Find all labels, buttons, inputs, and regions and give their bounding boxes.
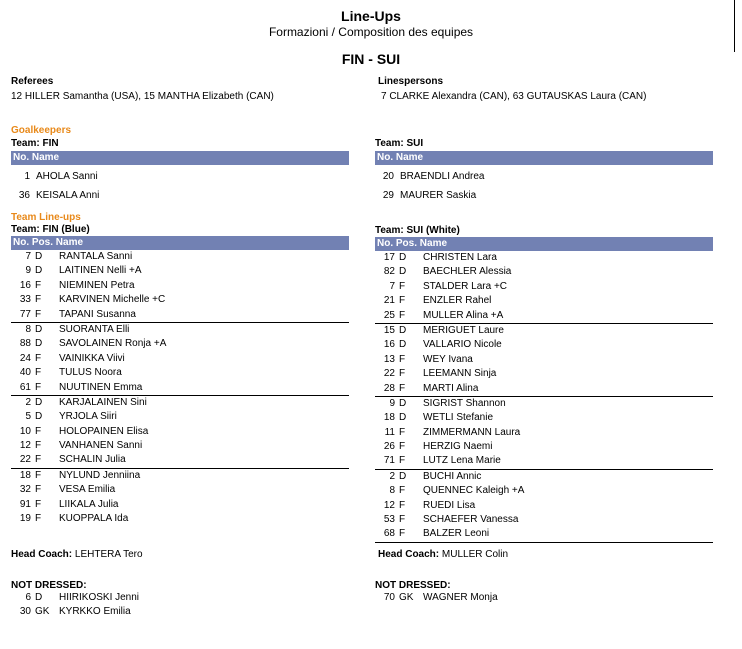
player-name: STALDER Lara +C — [423, 280, 508, 292]
player-row — [11, 425, 349, 439]
player-row — [11, 469, 349, 483]
player-position: F — [399, 528, 406, 540]
player-number: 12 — [383, 499, 395, 511]
head-coach-fin — [11, 549, 349, 560]
player-number: 61 — [19, 381, 31, 393]
player-name: SAVOLAINEN Ronja +A — [59, 338, 167, 350]
not-dressed-sui — [375, 580, 713, 605]
player-row — [375, 338, 713, 352]
player-position: F — [35, 469, 42, 481]
goalkeeper-row — [375, 186, 713, 205]
player-number: 19 — [19, 513, 31, 525]
gk-header-sui: No. Name — [375, 151, 713, 165]
player-row — [375, 265, 713, 279]
player-name: LUTZ Lena Marie — [423, 455, 501, 467]
player-row — [375, 470, 713, 484]
goalkeeper-row — [11, 186, 349, 205]
lineup-fin — [11, 212, 349, 526]
player-row — [11, 352, 349, 366]
player-row — [375, 251, 713, 265]
gk-list-sui — [375, 167, 713, 205]
player-name: KARJALAINEN Sini — [59, 396, 147, 408]
not-dressed-fin — [11, 580, 349, 620]
player-name: KEISALA Anni — [36, 190, 100, 201]
player-row — [375, 367, 713, 381]
not-dressed-row — [375, 591, 713, 605]
linespersons-list: 7 CLARKE Alexandra (CAN), 63 GUTAUSKAS Laura (CAN) — [381, 91, 647, 102]
player-row — [375, 499, 713, 513]
player-position: D — [399, 266, 407, 278]
player-name: WAGNER Monja — [423, 592, 498, 603]
not-dressed-label: NOT DRESSED: — [11, 580, 87, 591]
player-row — [11, 323, 349, 337]
player-number: 26 — [383, 441, 395, 453]
gk-header-fin: No. Name — [11, 151, 349, 165]
player-row — [11, 439, 349, 453]
player-position: D — [399, 252, 407, 263]
player-name: LIIKALA Julia — [59, 498, 119, 510]
head-coach-name: MULLER Colin — [441, 549, 509, 560]
player-name: MERIGUET Laure — [423, 324, 504, 336]
player-position: F — [399, 499, 406, 511]
lineup-header-fin: No. Pos. Name — [11, 236, 349, 250]
player-position: D — [399, 339, 407, 351]
player-row — [375, 397, 713, 411]
player-number: 12 — [19, 440, 31, 452]
player-row — [375, 513, 713, 527]
lineup-sui — [375, 225, 713, 543]
player-number: 21 — [383, 295, 395, 307]
player-number: 28 — [383, 382, 395, 394]
referees-block — [11, 76, 349, 102]
player-name: TULUS Noora — [59, 367, 122, 379]
player-number: 9 — [25, 265, 31, 277]
player-position: D — [35, 411, 43, 423]
player-position: F — [399, 426, 406, 438]
player-row — [11, 264, 349, 278]
player-number: 2 — [25, 396, 31, 408]
match-title: FIN - SUI — [341, 51, 401, 67]
player-number: 18 — [19, 469, 31, 481]
player-row — [375, 426, 713, 440]
player-name: SUORANTA Elli — [59, 323, 130, 335]
player-number: 15 — [383, 324, 395, 336]
player-position: F — [35, 484, 42, 496]
player-name: NUUTINEN Emma — [59, 381, 143, 393]
player-number: 9 — [389, 397, 395, 409]
player-number: 53 — [383, 514, 395, 526]
player-position: D — [399, 470, 407, 482]
player-name: WEY Ivana — [423, 353, 473, 365]
player-number: 7 — [389, 280, 395, 292]
player-number: 22 — [19, 454, 31, 466]
player-number: 16 — [383, 339, 395, 351]
player-position: F — [35, 381, 42, 393]
player-name: HOLOPAINEN Elisa — [59, 425, 149, 437]
player-position: D — [35, 338, 43, 350]
player-name: BUCHI Annic — [423, 470, 482, 482]
player-number: 71 — [383, 455, 395, 467]
player-position: F — [399, 382, 406, 394]
player-number: 70 — [383, 592, 395, 603]
player-number: 7 — [25, 251, 31, 262]
player-name: NYLUND Jenniina — [59, 469, 141, 481]
player-row — [11, 453, 349, 468]
player-number: 36 — [18, 190, 30, 201]
player-number: 88 — [19, 338, 31, 350]
lineup-list-sui — [375, 251, 713, 543]
player-position: F — [399, 280, 406, 292]
player-position: GK — [35, 606, 50, 618]
player-row — [11, 337, 349, 351]
player-number: 77 — [19, 308, 31, 320]
player-row — [375, 324, 713, 338]
player-name: WETLI Stefanie — [423, 412, 494, 424]
player-name: MULLER Alina +A — [423, 309, 504, 321]
head-coach-label: Head Coach: — [378, 549, 440, 560]
player-name: VESA Emilia — [59, 484, 116, 496]
page-title: Line-Ups — [341, 8, 401, 24]
player-row — [375, 440, 713, 454]
player-number: 8 — [389, 485, 395, 497]
player-number: 17 — [383, 252, 395, 263]
player-number: 29 — [382, 190, 394, 201]
player-position: F — [35, 513, 42, 525]
player-row — [11, 308, 349, 323]
not-dressed-list-fin — [11, 591, 349, 620]
player-position: D — [35, 323, 43, 335]
player-row — [375, 353, 713, 367]
player-number: 91 — [19, 498, 31, 510]
player-name: TAPANI Susanna — [59, 308, 136, 320]
player-name: NIEMINEN Petra — [59, 279, 135, 291]
player-row — [11, 250, 349, 264]
lineup-team-fin: Team: FIN (Blue) — [11, 224, 90, 235]
player-row — [375, 280, 713, 294]
player-number: 16 — [19, 279, 31, 291]
player-name: RANTALA Sanni — [59, 251, 133, 262]
player-row — [11, 512, 349, 526]
player-position: D — [35, 251, 43, 262]
player-name: BALZER Leoni — [423, 528, 490, 540]
player-position: D — [35, 592, 43, 603]
player-row — [11, 366, 349, 380]
player-position: F — [35, 367, 42, 379]
referees-label: Referees — [11, 76, 54, 87]
goalkeepers-sui — [375, 138, 713, 205]
player-name: HIIRIKOSKI Jenni — [59, 592, 140, 603]
player-name: VAINIKKA Viivi — [59, 352, 125, 364]
gk-team-sui: Team: SUI — [375, 138, 424, 149]
player-name: LEEMANN Sinja — [423, 368, 497, 380]
player-row — [11, 483, 349, 497]
player-row — [375, 294, 713, 308]
player-row — [11, 279, 349, 293]
goalkeepers-fin — [11, 125, 349, 205]
player-position: F — [399, 514, 406, 526]
player-name: CHRISTEN Lara — [423, 252, 497, 263]
player-position: D — [35, 396, 43, 408]
player-name: BRAENDLI Andrea — [400, 171, 485, 182]
player-number: 24 — [19, 352, 31, 364]
player-number: 82 — [383, 266, 395, 278]
goalkeeper-row — [11, 167, 349, 186]
linespersons-block — [378, 76, 716, 102]
not-dressed-label: NOT DRESSED: — [375, 580, 451, 591]
player-number: 18 — [383, 412, 395, 424]
player-name: KYRKKO Emilia — [59, 606, 131, 618]
player-position: F — [35, 454, 42, 466]
player-name: SCHALIN Julia — [59, 454, 126, 466]
player-number: 2 — [389, 470, 395, 482]
player-number: 6 — [25, 592, 31, 603]
gk-team-fin: Team: FIN — [11, 138, 59, 149]
player-position: F — [35, 425, 42, 437]
player-name: SCHAEFER Vanessa — [423, 514, 519, 526]
player-position: F — [399, 353, 406, 365]
player-position: F — [35, 279, 42, 291]
player-number: 68 — [383, 528, 395, 540]
player-name: MARTI Alina — [423, 382, 479, 394]
player-name: ENZLER Rahel — [423, 295, 492, 307]
player-name: ZIMMERMANN Laura — [423, 426, 521, 438]
player-row — [375, 527, 713, 542]
player-name: SIGRIST Shannon — [423, 397, 506, 409]
player-row — [375, 454, 713, 469]
player-number: 33 — [19, 294, 31, 306]
player-name: AHOLA Sanni — [36, 171, 98, 182]
player-name: QUENNEC Kaleigh +A — [423, 485, 525, 497]
player-position: GK — [399, 592, 414, 603]
player-name: LAITINEN Nelli +A — [59, 265, 142, 277]
player-name: HERZIG Naemi — [423, 441, 493, 453]
player-position: D — [399, 324, 407, 336]
player-position: F — [399, 441, 406, 453]
player-row — [375, 309, 713, 324]
player-position: F — [399, 455, 406, 467]
goalkeepers-section-label: Goalkeepers — [11, 125, 72, 136]
player-name: YRJOLA Siiri — [59, 411, 117, 423]
player-name: RUEDI Lisa — [423, 499, 476, 511]
player-position: F — [35, 498, 42, 510]
player-number: 20 — [382, 171, 394, 182]
lineup-list-fin — [11, 250, 349, 526]
player-name: VANHANEN Sanni — [59, 440, 143, 452]
player-row — [375, 382, 713, 397]
lineup-header-sui: No. Pos. Name — [375, 237, 713, 251]
player-position: F — [35, 352, 42, 364]
player-position: F — [35, 308, 42, 320]
player-row — [11, 410, 349, 424]
player-position: D — [399, 397, 407, 409]
player-row — [11, 381, 349, 396]
head-coach-sui — [378, 549, 716, 560]
player-number: 1 — [24, 171, 30, 182]
player-position: F — [35, 440, 42, 452]
lineup-team-sui: Team: SUI (White) — [375, 225, 460, 236]
player-row — [375, 411, 713, 425]
player-name: BAECHLER Alessia — [423, 266, 512, 278]
player-number: 22 — [383, 368, 395, 380]
player-name: KARVINEN Michelle +C — [59, 294, 166, 306]
head-coach-label: Head Coach: — [11, 549, 73, 560]
player-number: 25 — [383, 309, 395, 321]
player-row — [11, 293, 349, 307]
player-position: F — [399, 309, 406, 321]
lineups-section-label: Team Line-ups — [11, 212, 81, 223]
head-coach-name: LEHTERA Tero — [74, 549, 143, 560]
player-row — [11, 498, 349, 512]
gk-list-fin — [11, 167, 349, 205]
player-position: D — [35, 265, 43, 277]
player-number: 8 — [25, 323, 31, 335]
player-name: KUOPPALA Ida — [59, 513, 129, 525]
player-row — [375, 484, 713, 498]
player-number: 30 — [19, 606, 31, 618]
not-dressed-row — [11, 591, 349, 605]
page-subtitle: Formazioni / Composition des equipes — [268, 25, 474, 39]
player-position: F — [399, 485, 406, 497]
player-number: 40 — [19, 367, 31, 379]
player-position: F — [399, 368, 406, 380]
player-number: 11 — [384, 426, 395, 438]
not-dressed-list-sui — [375, 591, 713, 605]
player-row — [11, 396, 349, 410]
player-number: 10 — [19, 425, 31, 437]
linespersons-label: Linespersons — [378, 76, 444, 87]
player-name: MAURER Saskia — [400, 190, 477, 201]
goalkeeper-row — [375, 167, 713, 186]
player-name: VALLARIO Nicole — [423, 339, 502, 351]
player-number: 32 — [19, 484, 31, 496]
player-position: F — [399, 295, 406, 307]
referees-list: 12 HILLER Samantha (USA), 15 MANTHA Elizabeth (CAN) — [11, 91, 274, 102]
player-position: D — [399, 412, 407, 424]
player-number: 13 — [383, 353, 395, 365]
player-number: 5 — [25, 411, 31, 423]
not-dressed-row — [11, 605, 349, 619]
player-position: F — [35, 294, 42, 306]
